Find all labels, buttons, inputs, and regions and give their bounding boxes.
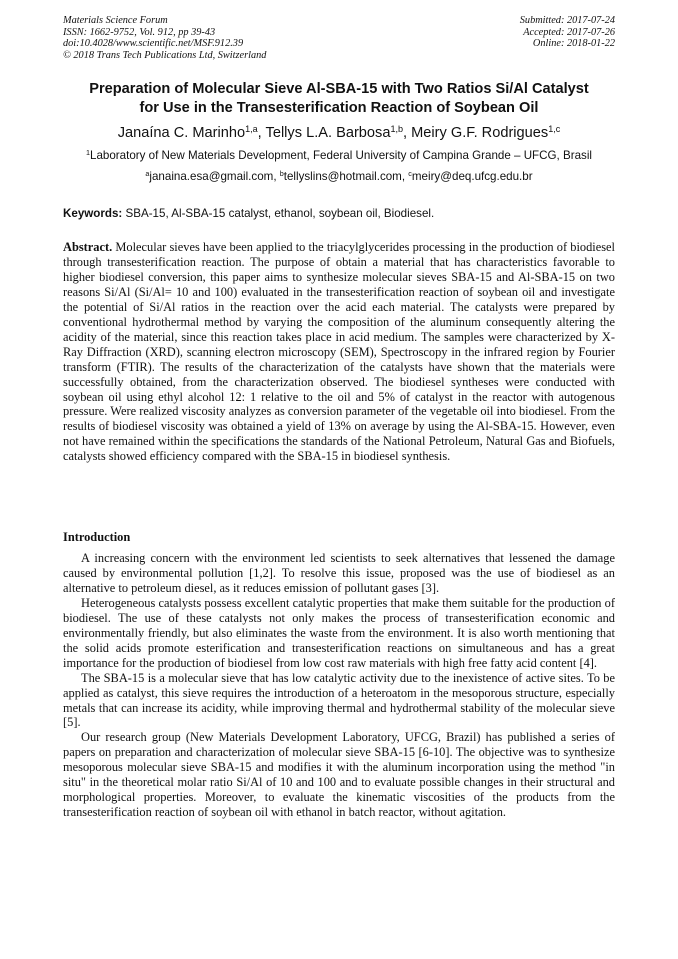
intro-paragraph: Our research group (New Materials Development Laboratory, UFCG, Brazil) has published a series of papers on preparation and characterization of molecular sieve SBA-15 [6-10]. The objective was to synthesize mesoporous molecular sieve SBA-15 and modifies it with the aluminum incorporation using the method "in situ" in the theoretical molar ratio Si/Al of 10 and 100 and to evaluate possible changes in their structural and morphological properties. Moreover, to evaluate the kinematic viscosities of the products from the transesterification reaction of soybean oil with ethanol in batch reactor, without agitation.: [63, 730, 615, 820]
paper-title: [50, 80, 628, 118]
author-name: Janaína C. Marinho: [117, 125, 246, 141]
affiliation: [40, 149, 638, 164]
title-line-2: for Use in the Transesterification Reaction of Soybean Oil: [139, 100, 539, 116]
intro-paragraph: The SBA-15 is a molecular sieve that has low catalytic activity due to the inexistence of active sites. To be applied as catalyst, this sieve requires the introduction of a heteroatom in the mesoporous structure, especially metals that can increase its acidity, while improving thermal and hydrothermal stability of the molecular sieve [5].: [63, 670, 615, 730]
introduction-heading: Introduction: [63, 530, 131, 544]
email-mark: b: [279, 169, 284, 179]
email-list: [40, 170, 638, 185]
affiliation-mark: 1: [86, 148, 91, 158]
author-separator: ,: [403, 125, 412, 141]
issn: ISSN: 1662-9752, Vol. 912, pp 39-43: [63, 26, 216, 38]
affiliation-text: Laboratory of New Materials Development, Federal University of Campina Grande – UFCG, Brasil: [90, 149, 592, 162]
email-address[interactable]: meiry@deq.ufcg.edu.br: [411, 170, 533, 183]
intro-paragraph: A increasing concern with the environment led scientists to seek alternatives that lessened the damage caused by environmental pollution [1,2]. To resolve this issue, proposed was the use of biodiesel as an alternative to petroleum diesel, as it reduces emission of pollutant gases [3].: [63, 551, 615, 595]
email-separator: ,: [401, 170, 409, 183]
abstract: [63, 240, 615, 464]
online-date: Online: 2018-01-22: [532, 38, 615, 50]
intro-paragraph: Heterogeneous catalysts possess excellent catalytic properties that make them suitable for the production of biodiesel. The use of these catalysts not only makes the process of transesterification economic and environmentally friendly, but also eliminates the waste from the environment. It is also worth mentioning that the solid acids promote esterification and transesterification reactions on simultaneous and has a great importance for the production of biodiesel from low cost raw materials with high free fatty acid content [4].: [63, 595, 615, 670]
email-mark: a: [145, 169, 150, 179]
author-name: Tellys L.A. Barbosa: [265, 125, 391, 141]
author-affiliation-mark: 1,a: [245, 124, 258, 135]
keywords: [63, 207, 615, 221]
keywords-text: SBA-15, Al-SBA-15 catalyst, ethanol, soybean oil, Biodiesel.: [122, 207, 435, 220]
title-line-1: Preparation of Molecular Sieve Al-SBA-15 with Two Ratios Si/Al Catalyst: [89, 81, 589, 97]
author-list: [40, 124, 638, 144]
accepted-date: Accepted: 2017-07-26: [523, 26, 615, 38]
dates-info: [520, 15, 615, 50]
abstract-label: Abstract.: [63, 240, 113, 254]
email-address[interactable]: janaina.esa@gmail.com: [149, 170, 274, 183]
author-separator: ,: [257, 125, 266, 141]
journal-name: Materials Science Forum: [63, 15, 168, 26]
abstract-text: Molecular sieves have been applied to the triacylglycerides processing in the production of biodiesel through transesterification reaction. The purpose of obtain a material that has characteristics favorable to higher biodiesel conversion, this paper aims to synthesize molecular sieves SBA-15 and Al-SBA-15 on two reasons Si/Al (Si/Al= 10 and 100) evaluated in the transesterification reaction of soybean oil and investigate the potential of Si/Al ratios in the reaction over the acid each material. The catalysts were prepared by conventional hydrothermal method by varying the composition of the aluminum consequently altering the acidity of the material, since this reaction takes place in acid medium. The samples were characterized by X-Ray Diffraction (XRD), scanning electron microscopy (SEM), Spectroscopy in the infrared region by Fourier transform (FTIR). The results of the characterization of the catalysts have shown that the materials were successfully obtained, from the characterization observed. The biodiesel syntheses were conducted with soybean oil using ethyl alcohol 12: 1 relative to the oil and 5% of catalyst in the reactor with autogenous pressure. Were realized viscosity analyzes as conversion parameter of the vegetable oil into biodiesel. From the results of biodiesel viscosity was obtained a yield of 13% on average by using the Al-SBA-15. However, even not have remained within the specifications the standards of the National Petroleum, Natural Gas and Biofuels, catalysts showed efficiency compared with the SBA-15 in biodiesel synthesis.: [63, 240, 615, 464]
submitted-date: Submitted: 2017-07-24: [519, 15, 615, 26]
email-address[interactable]: tellyslins@hotmail.com: [283, 170, 402, 183]
author-name: Meiry G.F. Rodrigues: [411, 125, 549, 141]
email-mark: c: [408, 169, 412, 179]
author-affiliation-mark: 1,b: [390, 124, 404, 135]
introduction-body: [63, 551, 615, 820]
keywords-label: Keywords:: [63, 207, 123, 220]
author-affiliation-mark: 1,c: [548, 124, 561, 135]
journal-info: [63, 15, 266, 61]
email-separator: ,: [273, 170, 280, 183]
copyright: © 2018 Trans Tech Publications Ltd, Switzerland: [63, 49, 267, 61]
doi: doi:10.4028/www.scientific.net/MSF.912.39: [63, 38, 244, 50]
